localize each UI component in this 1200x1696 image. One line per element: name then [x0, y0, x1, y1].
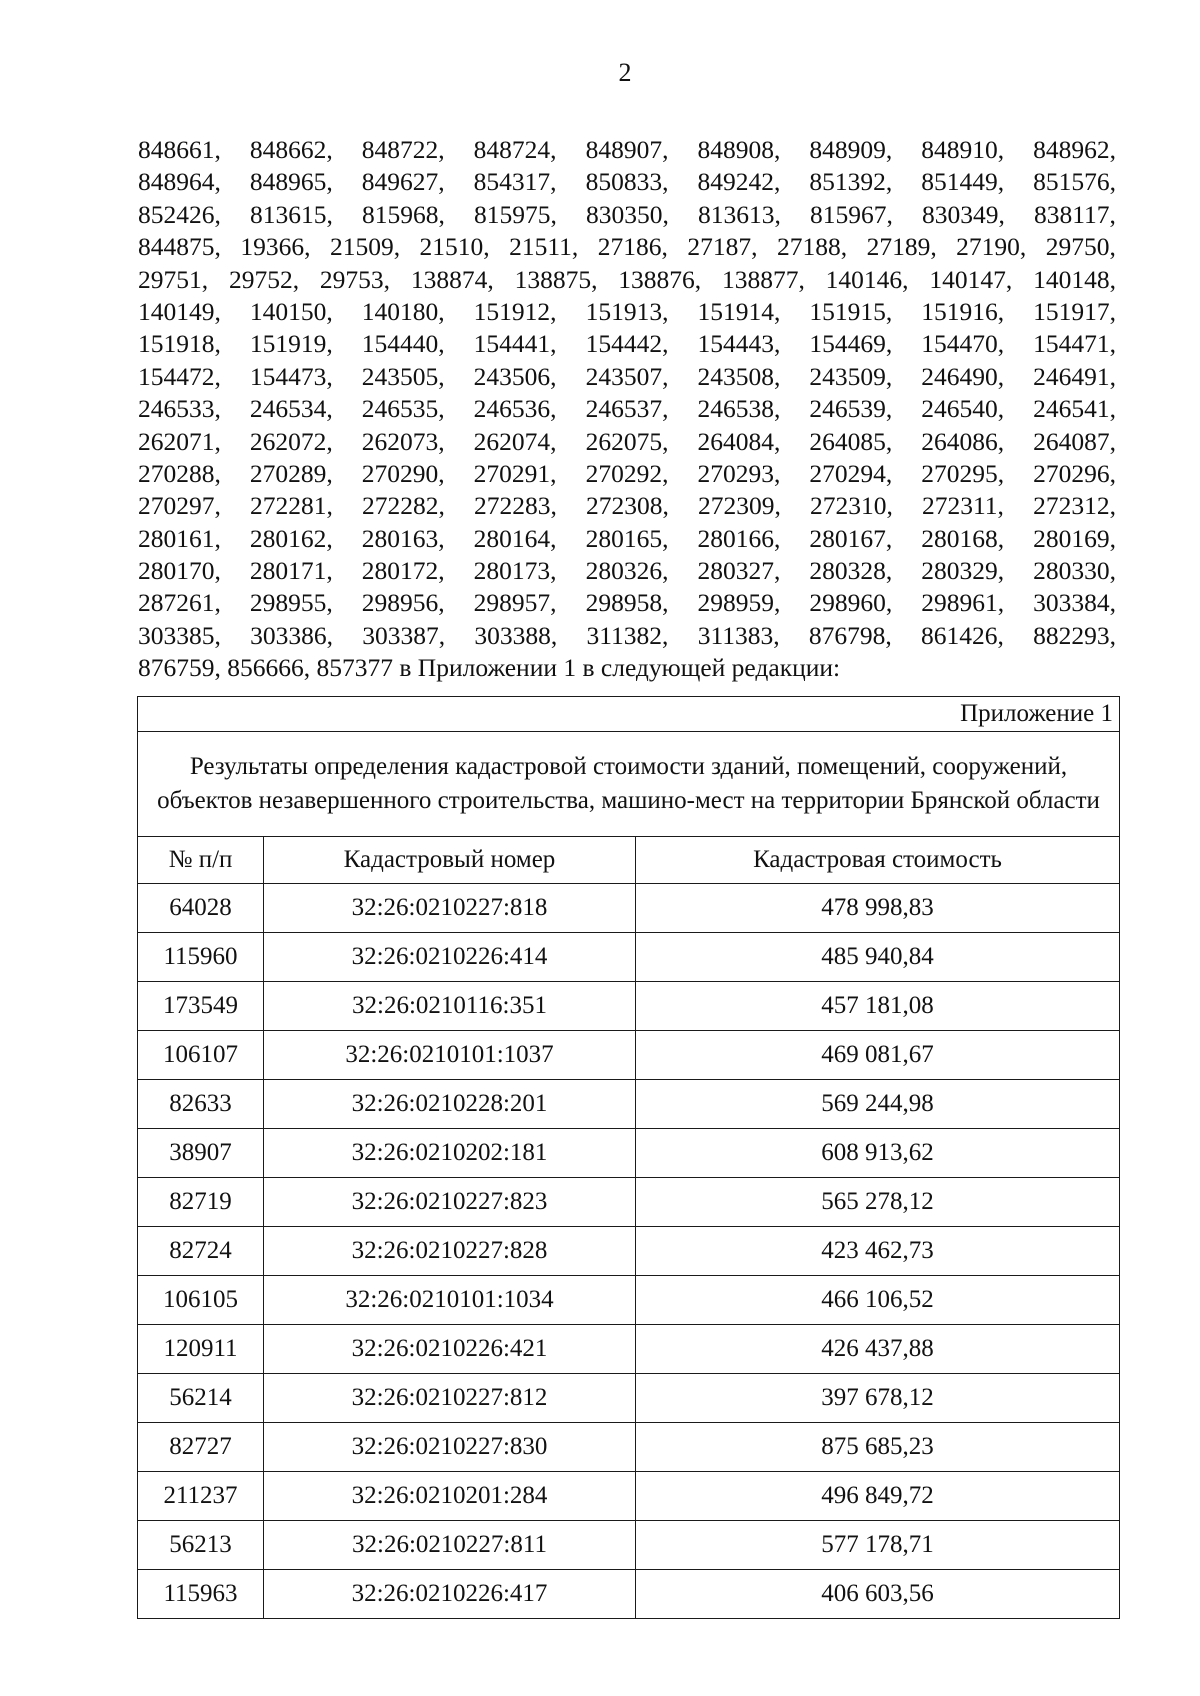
cadastral-list-number: 246533,	[138, 394, 221, 424]
cadastral-list-number: 151916,	[921, 296, 1005, 326]
cadastral-list-number: 140148,	[1033, 264, 1116, 294]
cadastral-list-number: 140150,	[249, 296, 333, 326]
cadastral-list-number: 151914,	[697, 296, 781, 326]
cadastral-number: 32:26:0210202:181	[264, 1129, 636, 1178]
cadastral-list-number: 246491,	[1033, 361, 1116, 391]
cadastral-value: 565 278,12	[636, 1178, 1120, 1227]
cadastral-list-number: 246535,	[361, 394, 445, 424]
number-line	[138, 328, 1116, 360]
number-line-final: 876759, 856666, 857377 в Приложении 1 в следующей редакции:	[138, 653, 841, 683]
cadastral-list-number: 280165,	[585, 523, 669, 553]
cadastral-number-list	[138, 134, 1116, 685]
cadastral-list-number: 830349,	[922, 199, 1005, 229]
cadastral-list-number: 246537,	[585, 394, 669, 424]
cadastral-list-number: 280329,	[921, 556, 1005, 586]
cadastral-list-number: 848962,	[1033, 135, 1116, 164]
cadastral-list-number: 246534,	[249, 394, 333, 424]
cadastral-value: 423 462,73	[636, 1227, 1120, 1276]
cadastral-list-number: 850833,	[585, 167, 669, 197]
cadastral-list-number: 272308,	[586, 491, 669, 521]
table-row	[138, 884, 1120, 933]
cadastral-list-number: 151918,	[138, 329, 221, 359]
cadastral-list-number: 246538,	[697, 394, 781, 424]
appendix-label-row	[138, 697, 1120, 732]
cadastral-value: 608 913,62	[636, 1129, 1120, 1178]
cadastral-value: 397 678,12	[636, 1374, 1120, 1423]
column-header-cadastral-number: Кадастровый номер	[264, 837, 636, 884]
cadastral-list-number: 851392,	[809, 167, 893, 197]
cadastral-list-number: 848907,	[585, 135, 669, 164]
cadastral-list-number: 246541,	[1033, 394, 1116, 424]
cadastral-list-number: 262075,	[585, 426, 669, 456]
cadastral-list-number: 298960,	[809, 588, 893, 618]
row-index: 56213	[138, 1521, 264, 1570]
cadastral-list-number: 854317,	[473, 167, 557, 197]
cadastral-list-number: 270293,	[697, 458, 781, 488]
cadastral-list-number: 264085,	[809, 426, 893, 456]
cadastral-list-number: 246490,	[921, 361, 1005, 391]
cadastral-list-number: 844875,	[138, 232, 221, 262]
cadastral-list-number: 272309,	[698, 491, 781, 521]
cadastral-list-number: 848908,	[697, 135, 781, 164]
cadastral-list-number: 298961,	[921, 588, 1005, 618]
cadastral-list-number: 303386,	[250, 620, 333, 650]
row-index: 115960	[138, 933, 264, 982]
cadastral-list-number: 280172,	[361, 556, 445, 586]
cadastral-list-number: 849242,	[697, 167, 781, 197]
table-row	[138, 1570, 1120, 1619]
cadastral-list-number: 861426,	[921, 620, 1004, 650]
cadastral-list-number: 298959,	[697, 588, 781, 618]
cadastral-list-number: 272311,	[922, 491, 1004, 521]
table-row	[138, 1521, 1120, 1570]
cadastral-list-number: 21511,	[509, 232, 579, 262]
cadastral-list-number: 280173,	[473, 556, 557, 586]
cadastral-list-number: 298958,	[585, 588, 669, 618]
cadastral-list-number: 303388,	[474, 620, 558, 650]
cadastral-list-number: 280163,	[361, 523, 445, 553]
row-index: 211237	[138, 1472, 264, 1521]
column-header-cadastral-value: Кадастровая стоимость	[636, 837, 1120, 884]
appendix-label: Приложение 1	[138, 697, 1120, 732]
cadastral-number: 32:26:0210227:830	[264, 1423, 636, 1472]
number-line	[138, 555, 1116, 587]
cadastral-list-number: 154443,	[697, 329, 781, 359]
cadastral-list-number: 154472,	[138, 361, 221, 391]
cadastral-value: 577 178,71	[636, 1521, 1120, 1570]
cadastral-list-number: 29750,	[1045, 232, 1116, 262]
cadastral-list-number: 154471,	[1033, 329, 1116, 359]
table-row	[138, 982, 1120, 1031]
row-index: 82633	[138, 1080, 264, 1129]
cadastral-list-number: 151919,	[249, 329, 333, 359]
cadastral-list-number: 270288,	[138, 458, 221, 488]
cadastral-list-number: 29752,	[228, 264, 300, 294]
table-row	[138, 1031, 1120, 1080]
cadastral-value: 426 437,88	[636, 1325, 1120, 1374]
cadastral-list-number: 29751,	[138, 264, 209, 294]
cadastral-list-number: 280162,	[249, 523, 333, 553]
page-number: 2	[618, 58, 632, 87]
cadastral-list-number: 848964,	[138, 167, 221, 197]
cadastral-list-number: 848661,	[138, 135, 221, 164]
cadastral-list-number: 27188,	[776, 232, 848, 262]
number-line	[138, 231, 1116, 263]
cadastral-list-number: 280167,	[809, 523, 893, 553]
cadastral-list-number: 243508,	[697, 361, 781, 391]
cadastral-list-number: 311383,	[697, 620, 780, 650]
cadastral-number: 32:26:0210101:1037	[264, 1031, 636, 1080]
cadastral-list-number: 243507,	[585, 361, 669, 391]
cadastral-list-number: 815967,	[810, 199, 893, 229]
cadastral-list-number: 280166,	[697, 523, 781, 553]
cadastral-list-number: 140149,	[138, 296, 221, 326]
column-header-index: № п/п	[138, 837, 264, 884]
cadastral-list-number: 154442,	[585, 329, 669, 359]
row-index: 64028	[138, 884, 264, 933]
cadastral-list-number: 27187,	[687, 232, 758, 262]
appendix-table	[137, 696, 1120, 1619]
cadastral-list-number: 280327,	[697, 556, 781, 586]
cadastral-number: 32:26:0210227:823	[264, 1178, 636, 1227]
cadastral-list-number: 311382,	[586, 620, 669, 650]
number-line	[138, 199, 1116, 231]
cadastral-list-number: 138876,	[618, 264, 702, 294]
cadastral-list-number: 140180,	[361, 296, 445, 326]
cadastral-list-number: 270292,	[585, 458, 669, 488]
cadastral-list-number: 815975,	[474, 199, 557, 229]
cadastral-list-number: 852426,	[138, 199, 221, 229]
cadastral-list-number: 264084,	[697, 426, 781, 456]
number-line	[138, 523, 1116, 555]
cadastral-list-number: 280164,	[473, 523, 557, 553]
cadastral-list-number: 813613,	[698, 199, 781, 229]
cadastral-list-number: 280168,	[921, 523, 1005, 553]
number-line	[138, 490, 1116, 522]
cadastral-list-number: 270291,	[473, 458, 557, 488]
cadastral-list-number: 270290,	[361, 458, 445, 488]
cadastral-number: 32:26:0210226:417	[264, 1570, 636, 1619]
cadastral-list-number: 272310,	[810, 491, 893, 521]
cadastral-list-number: 272281,	[250, 491, 333, 521]
table-row	[138, 1178, 1120, 1227]
cadastral-number: 32:26:0210101:1034	[264, 1276, 636, 1325]
cadastral-list-number: 154470,	[921, 329, 1005, 359]
row-index: 106105	[138, 1276, 264, 1325]
cadastral-number: 32:26:0210201:284	[264, 1472, 636, 1521]
cadastral-list-number: 246536,	[473, 394, 557, 424]
table-row	[138, 933, 1120, 982]
cadastral-list-number: 813615,	[250, 199, 333, 229]
cadastral-list-number: 298956,	[361, 588, 445, 618]
cadastral-list-number: 246539,	[809, 394, 893, 424]
cadastral-list-number: 151912,	[473, 296, 557, 326]
cadastral-list-number: 848662,	[249, 135, 333, 164]
table-header-row	[138, 837, 1120, 884]
cadastral-list-number: 138877,	[721, 264, 805, 294]
cadastral-list-number: 27186,	[597, 232, 668, 262]
cadastral-list-number: 264086,	[921, 426, 1005, 456]
cadastral-list-number: 287261,	[138, 588, 221, 618]
cadastral-number: 32:26:0210227:828	[264, 1227, 636, 1276]
table-row	[138, 1423, 1120, 1472]
cadastral-value: 478 998,83	[636, 884, 1120, 933]
cadastral-value: 496 849,72	[636, 1472, 1120, 1521]
row-index: 56214	[138, 1374, 264, 1423]
row-index: 106107	[138, 1031, 264, 1080]
cadastral-list-number: 882293,	[1033, 620, 1116, 650]
table-row	[138, 1227, 1120, 1276]
number-line	[138, 458, 1116, 490]
cadastral-list-number: 280328,	[809, 556, 893, 586]
table-row	[138, 1472, 1120, 1521]
cadastral-list-number: 876798,	[808, 620, 892, 650]
cadastral-number: 32:26:0210226:414	[264, 933, 636, 982]
cadastral-list-number: 270296,	[1033, 458, 1116, 488]
cadastral-value: 875 685,23	[636, 1423, 1120, 1472]
cadastral-list-number: 140147,	[929, 264, 1013, 294]
cadastral-number: 32:26:0210226:421	[264, 1325, 636, 1374]
cadastral-list-number: 151915,	[809, 296, 893, 326]
cadastral-list-number: 138875,	[514, 264, 598, 294]
cadastral-list-number: 280170,	[138, 556, 221, 586]
cadastral-list-number: 272283,	[474, 491, 557, 521]
row-index: 173549	[138, 982, 264, 1031]
cadastral-list-number: 270295,	[921, 458, 1005, 488]
cadastral-number: 32:26:0210116:351	[264, 982, 636, 1031]
cadastral-list-number: 838117,	[1034, 199, 1116, 229]
cadastral-list-number: 154441,	[473, 329, 557, 359]
cadastral-value: 457 181,08	[636, 982, 1120, 1031]
cadastral-list-number: 243509,	[809, 361, 893, 391]
cadastral-list-number: 298957,	[473, 588, 557, 618]
cadastral-list-number: 27189,	[866, 232, 937, 262]
cadastral-list-number: 848910,	[921, 135, 1005, 164]
cadastral-list-number: 815968,	[362, 199, 445, 229]
table-row	[138, 1325, 1120, 1374]
table-row	[138, 1080, 1120, 1129]
cadastral-list-number: 262071,	[138, 426, 221, 456]
cadastral-list-number: 849627,	[361, 167, 445, 197]
cadastral-list-number: 151913,	[585, 296, 669, 326]
cadastral-list-number: 280161,	[138, 523, 221, 553]
cadastral-list-number: 140146,	[825, 264, 909, 294]
number-line	[138, 393, 1116, 425]
cadastral-list-number: 151917,	[1033, 296, 1116, 326]
cadastral-list-number: 280326,	[585, 556, 669, 586]
cadastral-list-number: 280171,	[249, 556, 333, 586]
cadastral-list-number: 27190,	[956, 232, 1027, 262]
cadastral-list-number: 272282,	[362, 491, 445, 521]
cadastral-list-number: 262073,	[361, 426, 445, 456]
cadastral-list-number: 272312,	[1033, 491, 1116, 521]
cadastral-list-number: 262074,	[473, 426, 557, 456]
cadastral-list-number: 29753,	[319, 264, 391, 294]
cadastral-number: 32:26:0210227:811	[264, 1521, 636, 1570]
cadastral-list-number: 21509,	[329, 232, 401, 262]
row-index: 82724	[138, 1227, 264, 1276]
number-line	[138, 361, 1116, 393]
cadastral-list-number: 280330,	[1033, 556, 1116, 586]
cadastral-value: 485 940,84	[636, 933, 1120, 982]
cadastral-list-number: 154469,	[809, 329, 893, 359]
cadastral-value: 569 244,98	[636, 1080, 1120, 1129]
number-line	[138, 296, 1116, 328]
cadastral-list-number: 303385,	[138, 620, 221, 650]
cadastral-list-number: 19366,	[240, 232, 311, 262]
cadastral-number: 32:26:0210227:812	[264, 1374, 636, 1423]
cadastral-list-number: 848722,	[361, 135, 445, 164]
appendix-title: Результаты определения кадастровой стоимости зданий, помещений, сооружений, объектов незавершенного строительства, машино-мест на территории Брянской области	[138, 732, 1120, 837]
cadastral-list-number: 154440,	[361, 329, 445, 359]
number-line	[138, 620, 1116, 652]
cadastral-list-number: 270289,	[249, 458, 333, 488]
cadastral-list-number: 303384,	[1033, 588, 1116, 618]
table-row	[138, 1276, 1120, 1325]
number-line	[138, 587, 1116, 619]
table-row	[138, 1374, 1120, 1423]
cadastral-list-number: 851449,	[921, 167, 1005, 197]
cadastral-list-number: 848965,	[249, 167, 333, 197]
cadastral-value: 406 603,56	[636, 1570, 1120, 1619]
cadastral-number: 32:26:0210228:201	[264, 1080, 636, 1129]
row-index: 115963	[138, 1570, 264, 1619]
number-line	[138, 264, 1116, 296]
row-index: 120911	[138, 1325, 264, 1374]
cadastral-number: 32:26:0210227:818	[264, 884, 636, 933]
cadastral-list-number: 264087,	[1033, 426, 1116, 456]
cadastral-list-number: 270294,	[809, 458, 893, 488]
cadastral-list-number: 280169,	[1033, 523, 1116, 553]
row-index: 82719	[138, 1178, 264, 1227]
cadastral-list-number: 270297,	[138, 491, 221, 521]
appendix-title-row	[138, 732, 1120, 837]
cadastral-list-number: 848909,	[809, 135, 893, 164]
row-index: 38907	[138, 1129, 264, 1178]
cadastral-list-number: 262072,	[249, 426, 333, 456]
number-line	[138, 166, 1116, 198]
cadastral-value: 469 081,67	[636, 1031, 1120, 1080]
cadastral-list-number: 243506,	[473, 361, 557, 391]
cadastral-value: 466 106,52	[636, 1276, 1120, 1325]
cadastral-list-number: 303387,	[362, 620, 446, 650]
cadastral-list-number: 830350,	[586, 199, 669, 229]
cadastral-list-number: 246540,	[921, 394, 1005, 424]
number-line	[138, 426, 1116, 458]
cadastral-list-number: 21510,	[419, 232, 490, 262]
number-line	[138, 134, 1116, 166]
cadastral-list-number: 138874,	[410, 264, 494, 294]
cadastral-list-number: 243505,	[361, 361, 445, 391]
table-row	[138, 1129, 1120, 1178]
cadastral-list-number: 154473,	[249, 361, 333, 391]
cadastral-list-number: 848724,	[473, 135, 557, 164]
cadastral-list-number: 298955,	[249, 588, 333, 618]
cadastral-list-number: 851576,	[1033, 167, 1116, 197]
row-index: 82727	[138, 1423, 264, 1472]
